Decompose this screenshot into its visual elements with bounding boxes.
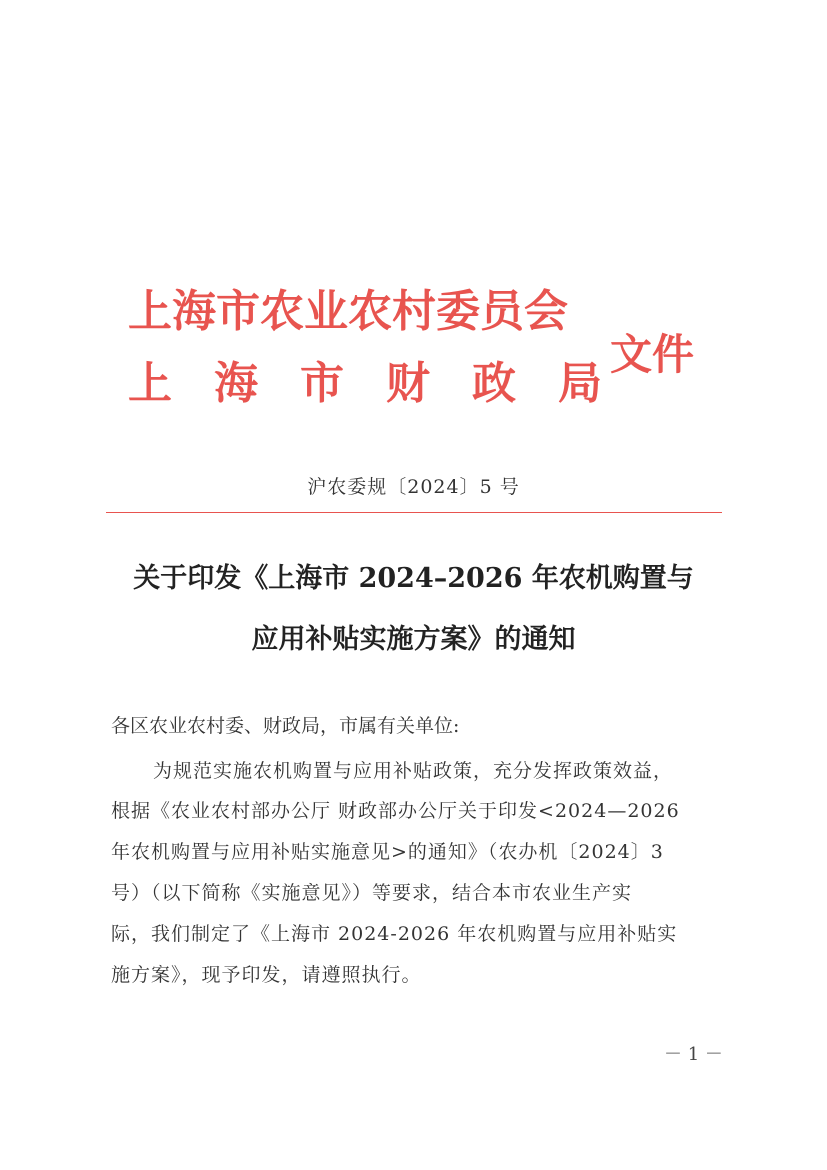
- document-number: 沪农委规〔2024〕5 号: [307, 476, 520, 498]
- paragraph-line: 年农机购置与应用补贴实施意见>的通知》（农办机〔2024〕3: [111, 841, 664, 863]
- document-type-label: 文件: [610, 330, 695, 379]
- paragraph-line: 际，我们制定了《上海市 2024-2026 年农机购置与应用补贴实: [111, 923, 678, 945]
- issuer-line-finance-bureau: 上海市财政局: [128, 358, 644, 409]
- paragraph-line: 根据《农业农村部办公厅 财政部办公厅关于印发<2024—2026: [111, 800, 680, 822]
- issuer-line-agriculture-committee: 上海市农业农村委员会: [128, 286, 568, 337]
- paragraph-line: 号）（以下简称《实施意见》）等要求，结合本市农业生产实: [111, 882, 633, 904]
- paragraph-line: 施方案》，现予印发，请遵照执行。: [111, 964, 422, 986]
- paragraph-line: 为规范实施农机购置与应用补贴政策，充分发挥政策效益，: [153, 760, 674, 782]
- page-number: － 1 －: [664, 1044, 723, 1065]
- notice-title-line-2: 应用补贴实施方案》的通知: [251, 624, 576, 655]
- header-divider: [106, 512, 722, 513]
- notice-title-line-1: 关于印发《上海市 2024–2026 年农机购置与: [133, 563, 694, 594]
- salutation: 各区农业农村委、财政局，市属有关单位:: [111, 715, 460, 737]
